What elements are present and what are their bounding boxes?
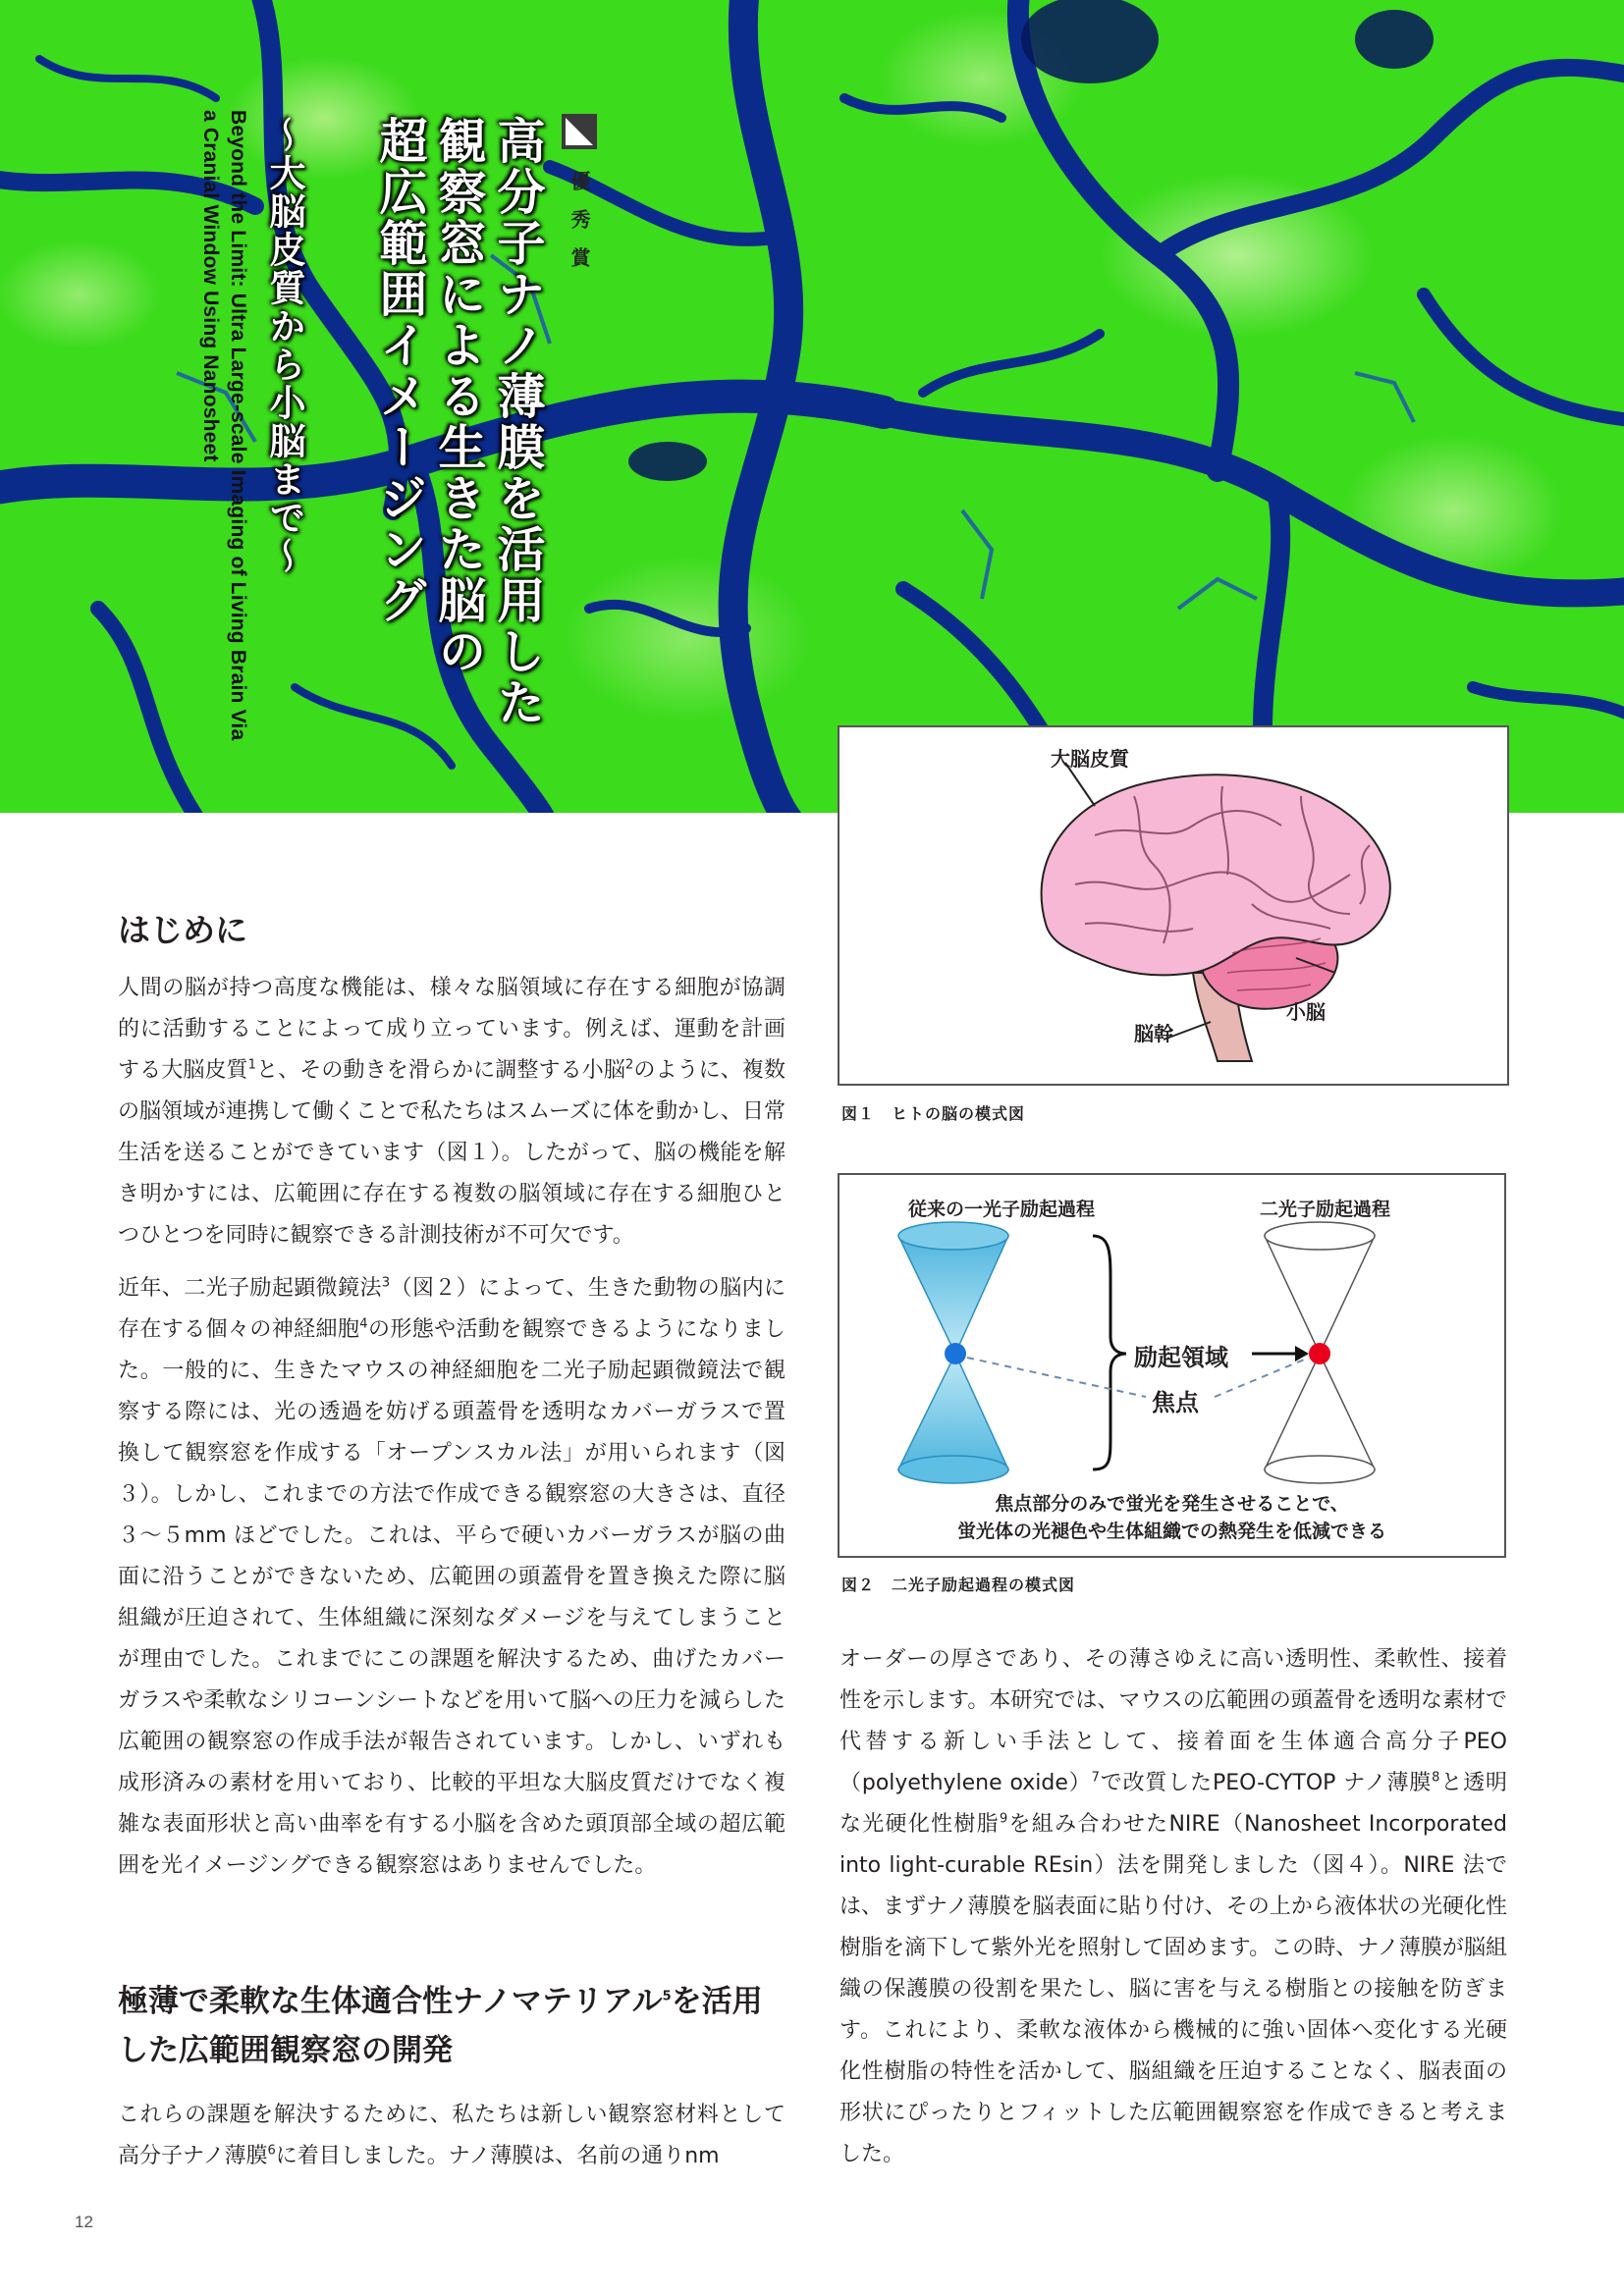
english-title-line: Beyond the Limit: Ultra Large-scale Imaging of Living Brain Via (227, 110, 249, 741)
paragraph: 近年、二光子励起顕微鏡法$^3$（図２）によって、生きた動物の脳内に存在する個々の神経細胞$^4$の形態や活動を観察できるようになりました。一般的に、生きたマウスの神経細胞を二光子励起顕微鏡法で観察する際には、光の透過を妨げる頭蓋骨を透明なカバーガラスで置換して観察窓を作成する「オープンスカル法」が用いられます（図３）。しかし、これまでの方法で作成できる観察窓の大きさは、直径３〜５mm ほどでした。これは、平らで硬いカバーガラスが脳の曲面に沿うことができないため、広範囲の頭蓋骨を置き換えた際に脳組織が圧迫されて、生体組織に深刻なダメージを与えてしまうことが理由でした。これまでにこの課題を解決するため、曲げたカバーガラスや柔軟なシリコーンシートなどを用いて脳への圧力を減らした広範囲の観察窓の作成手法が報告されています。しかし、いずれも成形済みの素材を用いており、比較的平坦な大脳皮質だけでなく複雑な表面形状と高い曲率を有する小脳を含めた頭頂部全域の超広範囲を光イメージングできる観察窓はありませんでした。 (118, 1275, 785, 1878)
brain-diagram (839, 727, 1507, 1084)
label-brainstem: 脳幹 (1134, 1022, 1173, 1045)
label-cerebellum: 小脳 (1286, 1000, 1326, 1024)
title-line: 観察窓による生きた脳の (431, 116, 488, 677)
paragraph: オーダーの厚さであり、その薄さゆえに高い透明性、柔軟性、接着性を示します。本研究では、マウスの広範囲の頭蓋骨を透明な素材で代替する新しい手法として、接着面を生体適合高分子PEO（polyethylene oxide）$^7$で改質したPEO-CYTOP ナノ薄膜$^8$と透明な光硬化性樹脂$^9$を組み合わせたNIRE（Nanosheet Incorporated into light-curable REsin）法を開発しました（図４）。NIRE 法では、まずナノ薄膜を脳表面に貼り付け、その上から液体状の光硬化性樹脂を滴下して紫外光を照射して固めます。この時、ナノ薄膜が脳組織の保護膜の役割を果たし、脳に害を与える樹脂との接触を防ぎます。これにより、柔軟な液体から機械的に強い固体へ変化する光硬化性樹脂の特性を活かして、脳組織を圧迫することなく、脳表面の形状にぴったりとフィットした広範囲観察窓を作成できると考えました。 (839, 1647, 1507, 2166)
label-excitation-region: 励起領域 (1134, 1344, 1228, 1371)
footnote-ref: 7 (1091, 1770, 1100, 1786)
english-title (196, 110, 251, 740)
figure1-box (838, 725, 1509, 1086)
footnote-ref: 9 (999, 1811, 1008, 1827)
section-heading-intro: はじめに (118, 911, 247, 949)
footnote-ref: 8 (1432, 1770, 1440, 1786)
section-heading-development: 極薄で柔軟な生体適合性ナノマテリアル$^5$を活用した広範囲観察窓の開発 (118, 1984, 763, 2068)
footnote-ref: 2 (624, 1057, 634, 1073)
english-title-line: a Cranial Window Using Nanosheet (199, 110, 222, 462)
figure2-note-line1: 焦点部分のみで蛍光を発生させることで、 (995, 1493, 1349, 1515)
title-line: 高分子ナノ薄膜を活用した (490, 116, 547, 728)
label-one-photon: 従来の一光子励起過程 (908, 1199, 1096, 1220)
figure2-caption: 図２ 二光子励起過程の模式図 (841, 1575, 1076, 1594)
paragraph: 人間の脳が持つ高度な機能は、様々な脳領域に存在する細胞が協調的に活動することによって成り立っています。例えば、運動を計画する大脳皮質$^1$と、その動きを滑らかに調整する小脳$^2$のように、複数の脳領域が連携して働くことで私たちはスムーズに体を動かし、日常生活を送ることができています（図１）。したがって、脳の機能を解き明かすには、広範囲に存在する複数の脳領域に存在する細胞ひとつひとつを同時に観察できる計測技術が不可欠です。 (118, 976, 785, 1248)
footnote-ref: 3 (381, 1275, 391, 1291)
figure1-caption: 図１ ヒトの脳の模式図 (841, 1104, 1026, 1123)
page-number: 12 (75, 2213, 93, 2231)
footnote-ref: 4 (359, 1316, 368, 1332)
subtitle: 〜大脳皮質から小脳まで〜 (263, 116, 306, 575)
award-mark-icon (562, 114, 597, 149)
label-focus: 焦点 (1152, 1389, 1199, 1416)
title (371, 116, 548, 728)
figure2-note-line2: 蛍光体の光褪色や生体組織での熱発生を低減できる (956, 1521, 1386, 1542)
label-two-photon: 二光子励起過程 (1260, 1199, 1391, 1220)
figure2-box (838, 1173, 1506, 1558)
footnote-ref: 5 (662, 1989, 672, 2004)
hero-image (0, 0, 1624, 813)
award-label: 優 秀 賞 (568, 171, 591, 273)
label-cortex: 大脳皮質 (1051, 747, 1129, 771)
paragraph: これらの課題を解決するために、私たちは新しい観察窓材料として高分子ナノ薄膜$^6$に着目しました。ナノ薄膜は、名前の通りnm (118, 2103, 785, 2168)
title-line: 超広範囲イメージング (372, 116, 429, 626)
footnote-ref: 6 (267, 2143, 276, 2159)
footnote-ref: 1 (247, 1057, 256, 1073)
